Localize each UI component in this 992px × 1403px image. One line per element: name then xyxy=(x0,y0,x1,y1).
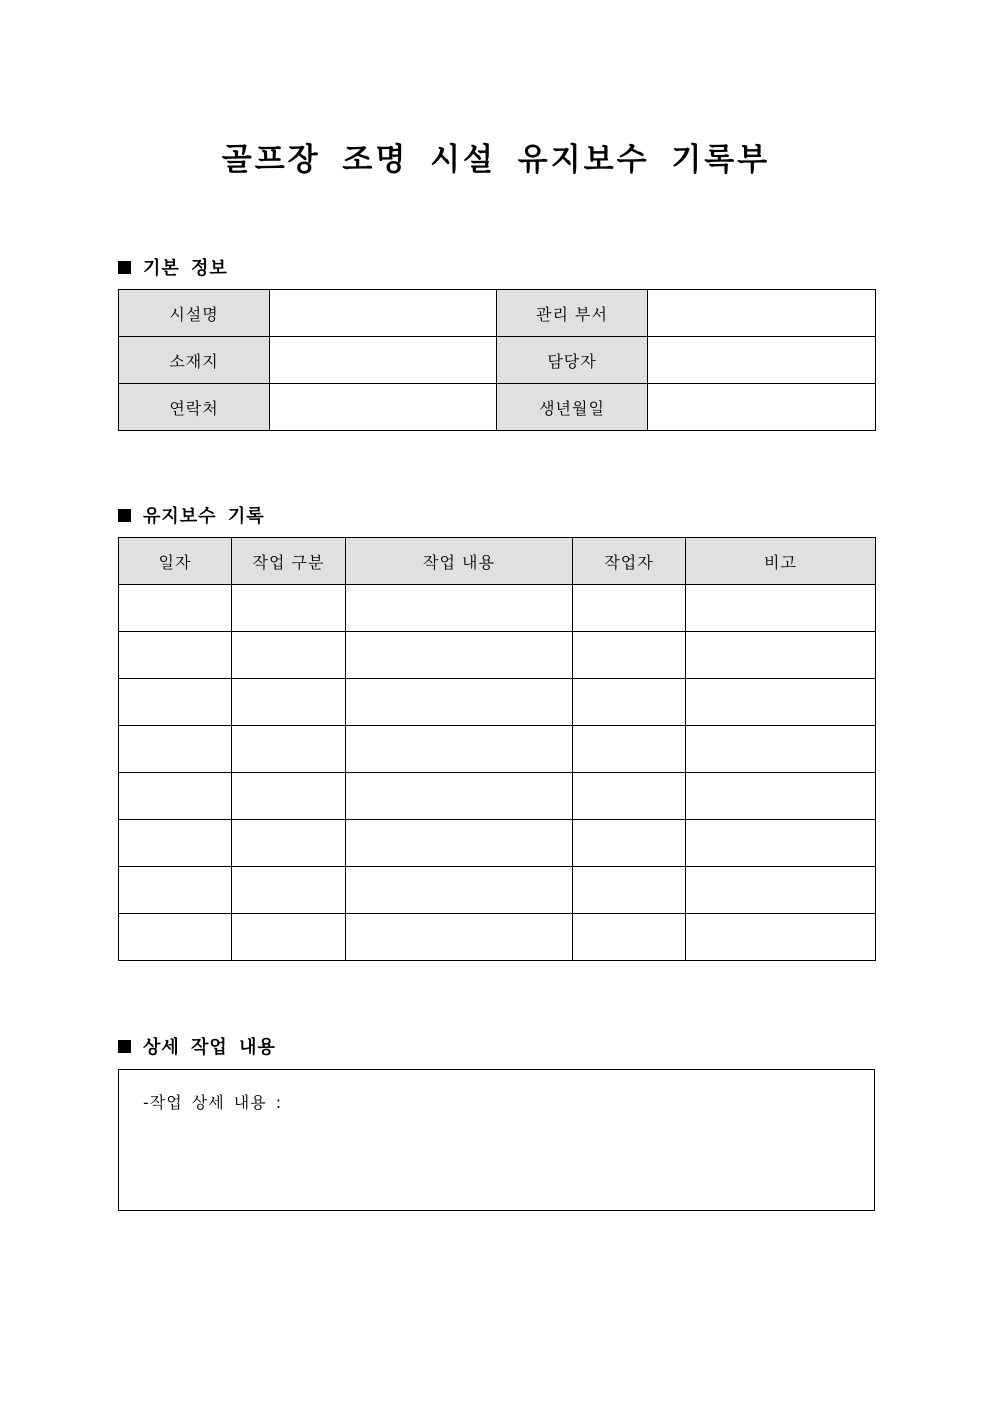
table-cell[interactable] xyxy=(232,914,346,961)
table-cell[interactable] xyxy=(119,585,232,632)
table-cell[interactable] xyxy=(119,914,232,961)
table-cell[interactable] xyxy=(232,632,346,679)
table-cell[interactable] xyxy=(232,679,346,726)
field-label: 담당자 xyxy=(497,337,648,384)
table-cell[interactable] xyxy=(686,914,876,961)
field-value[interactable] xyxy=(270,290,497,337)
table-cell[interactable] xyxy=(686,726,876,773)
table-cell[interactable] xyxy=(573,632,686,679)
column-header: 일자 xyxy=(119,538,232,585)
table-cell[interactable] xyxy=(119,679,232,726)
maintenance-record-table xyxy=(118,537,876,961)
table-cell[interactable] xyxy=(232,867,346,914)
square-bullet-icon xyxy=(118,1040,131,1053)
table-row xyxy=(119,773,876,820)
table-cell[interactable] xyxy=(119,726,232,773)
work-detail-box[interactable] xyxy=(118,1069,875,1211)
table-row xyxy=(119,820,876,867)
table-row xyxy=(119,585,876,632)
table-row xyxy=(119,867,876,914)
field-label: 연락처 xyxy=(119,384,270,431)
table-cell[interactable] xyxy=(346,867,573,914)
table-cell[interactable] xyxy=(232,585,346,632)
table-cell[interactable] xyxy=(346,679,573,726)
basic-info-heading-text: 기본 정보 xyxy=(143,258,228,279)
column-header: 비고 xyxy=(686,538,876,585)
table-cell[interactable] xyxy=(573,820,686,867)
field-value[interactable] xyxy=(648,290,876,337)
table-cell[interactable] xyxy=(346,632,573,679)
table-cell[interactable] xyxy=(686,679,876,726)
maintenance-record-heading xyxy=(118,502,265,528)
field-value[interactable] xyxy=(270,337,497,384)
table-cell[interactable] xyxy=(686,773,876,820)
field-value[interactable] xyxy=(648,337,876,384)
table-row xyxy=(119,726,876,773)
field-label: 소재지 xyxy=(119,337,270,384)
field-label: 관리 부서 xyxy=(497,290,648,337)
work-detail-heading-text: 상세 작업 내용 xyxy=(143,1037,276,1058)
column-header: 작업 구분 xyxy=(232,538,346,585)
table-cell[interactable] xyxy=(573,585,686,632)
work-detail-label: -작업 상세 내용 : xyxy=(143,1093,283,1112)
work-detail-heading xyxy=(118,1033,276,1059)
table-cell[interactable] xyxy=(232,726,346,773)
table-cell[interactable] xyxy=(346,820,573,867)
table-row xyxy=(119,914,876,961)
column-header: 작업 내용 xyxy=(346,538,573,585)
basic-info-row xyxy=(119,384,876,431)
table-cell[interactable] xyxy=(346,726,573,773)
table-cell[interactable] xyxy=(573,867,686,914)
table-cell[interactable] xyxy=(119,867,232,914)
table-cell[interactable] xyxy=(346,914,573,961)
table-cell[interactable] xyxy=(686,867,876,914)
table-cell[interactable] xyxy=(346,585,573,632)
table-cell[interactable] xyxy=(232,820,346,867)
table-cell[interactable] xyxy=(119,773,232,820)
maintenance-record-heading-text: 유지보수 기록 xyxy=(143,506,265,527)
table-cell[interactable] xyxy=(119,632,232,679)
table-cell[interactable] xyxy=(686,632,876,679)
table-header-row xyxy=(119,538,876,585)
table-cell[interactable] xyxy=(232,773,346,820)
field-value[interactable] xyxy=(648,384,876,431)
table-cell[interactable] xyxy=(573,773,686,820)
basic-info-row xyxy=(119,337,876,384)
table-cell[interactable] xyxy=(686,820,876,867)
field-label: 생년월일 xyxy=(497,384,648,431)
column-header: 작업자 xyxy=(573,538,686,585)
basic-info-table xyxy=(118,289,876,431)
table-cell[interactable] xyxy=(573,914,686,961)
field-value[interactable] xyxy=(270,384,497,431)
table-cell[interactable] xyxy=(573,726,686,773)
table-row xyxy=(119,632,876,679)
table-cell[interactable] xyxy=(346,773,573,820)
table-cell[interactable] xyxy=(686,585,876,632)
table-cell[interactable] xyxy=(573,679,686,726)
table-row xyxy=(119,679,876,726)
basic-info-heading xyxy=(118,254,228,280)
page-title: 골프장 조명 시설 유지보수 기록부 xyxy=(221,142,771,178)
basic-info-row xyxy=(119,290,876,337)
square-bullet-icon xyxy=(118,509,131,522)
square-bullet-icon xyxy=(118,261,131,274)
table-cell[interactable] xyxy=(119,820,232,867)
field-label: 시설명 xyxy=(119,290,270,337)
